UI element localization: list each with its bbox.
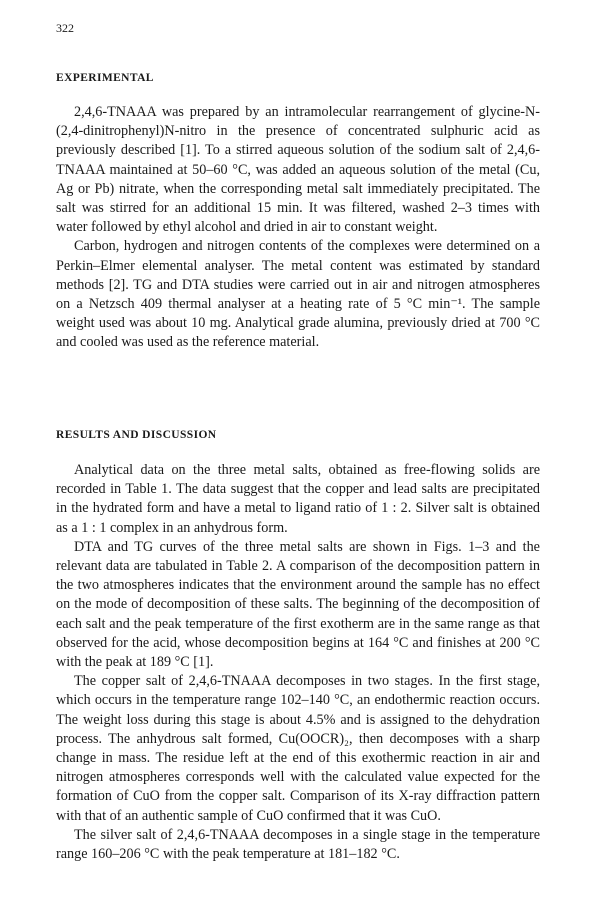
paragraph: DTA and TG curves of the three metal salts are shown in Figs. 1–3 and the relevant data are tabulated in Table 2. A comparison of the decomposition pattern in the two atmospheres indicates that the environment around the sample has no effect on the mode of decomposition of these salts. The beginning of the decomposition of each salt and the peak temperature of the first exotherm are in the same range as that observed for the acid, whose decomposition begins at 164 °C and finishes at 200 °C with the peak at 189 °C [1]. bbox=[56, 538, 540, 671]
section-heading-results: RESULTS AND DISCUSSION bbox=[56, 429, 217, 441]
paragraph: The silver salt of 2,4,6-TNAAA decomposes in a single stage in the temperature range 160–206 °C with the peak temperature at 181–182 °C. bbox=[56, 826, 540, 863]
section-experimental-body bbox=[56, 103, 540, 353]
section-results-body bbox=[56, 461, 540, 864]
paragraph: Analytical data on the three metal salts, obtained as free-flowing solids are recorded in Table 1. The data suggest that the copper and lead salts are precipitated in the hydrated form and have a metal to ligand ratio of 1 : 2. Silver salt is obtained as a 1 : 1 complex in an anhydrous form. bbox=[56, 462, 540, 536]
page-number: 322 bbox=[56, 21, 74, 35]
paragraph: 2,4,6-TNAAA was prepared by an intramolecular rearrangement of glycine-N-(2,4-dinitrophenyl)N-nitro in the presence of concentrated sulphuric acid as previously described [1]. To a stirred aqueous solution of the sodium salt of 2,4,6-TNAAA maintained at 50–60 °C, was added an aqueous solution of the metal (Cu, Ag or Pb) nitrate, when the corresponding metal salt immediately precipitated. The salt was stirred for an additional 15 min. It was filtered, washed 2–3 times with water followed by ethyl alcohol and dried in air to constant weight. bbox=[56, 104, 540, 236]
paragraph: Carbon, hydrogen and nitrogen contents of the complexes were determined on a Perkin–Elmer elemental analyser. The metal content was estimated by standard methods [2]. TG and DTA studies were carried out in air and nitrogen atmospheres on a Netzsch 409 thermal analyser at a heating rate of 5 °C min⁻¹. The sample weight used was about 10 mg. Analytical grade alumina, previously dried at 700 °C and cooled was used as the reference material. bbox=[56, 238, 540, 351]
paragraph: The copper salt of 2,4,6-TNAAA decomposes in two stages. In the first stage, which occurs in the temperature range 102–140 °C, an endothermic reaction occurs. The weight loss during this stage is about 4.5% and is assigned to the dehydration process. The anhydrous salt formed, Cu(OOCR)₂, then decomposes with a sharp change in mass. The residue left at the end of this exothermic reaction in air and nitrogen atmospheres corresponds well with the calculated value expected for the formation of CuO from the copper salt. Comparison of its X-ray diffraction pattern with that of an authentic sample of CuO confirmed that it was CuO. bbox=[56, 673, 540, 824]
section-heading-experimental: EXPERIMENTAL bbox=[56, 72, 154, 84]
